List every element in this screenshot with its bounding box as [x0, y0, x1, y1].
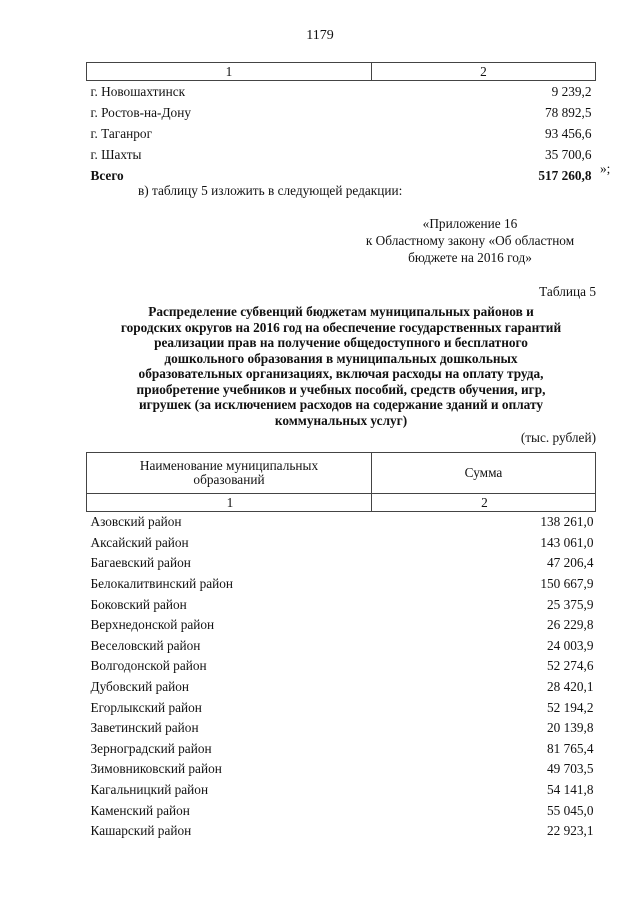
total-value: 517 260,8: [538, 167, 592, 183]
table-row: [87, 615, 596, 636]
row-name: Боковский район: [90, 596, 187, 612]
table-row: [87, 594, 596, 615]
row-value: 52 194,2: [546, 699, 594, 715]
table-row: [87, 739, 596, 760]
table-row: [87, 553, 596, 574]
row-value: 81 765,4: [546, 740, 594, 756]
header-line: Наименование муниципальных: [139, 458, 319, 473]
table-row: [87, 123, 596, 144]
row-value: 26 229,8: [546, 617, 594, 633]
table-row: [87, 102, 596, 123]
column-number: 1: [87, 494, 372, 512]
header-line: образований: [193, 472, 265, 487]
header-municipality: [87, 453, 372, 494]
heading-line: городских округов на 2016 год на обеспечение государственных гарантий: [120, 319, 562, 335]
units-label: (тыс. рублей): [520, 430, 596, 445]
table-row: [87, 759, 596, 780]
subventions-table: [86, 452, 596, 842]
table-row: [87, 697, 596, 718]
table-header-row: [87, 453, 596, 494]
table-row: [87, 718, 596, 739]
table-row: [87, 574, 596, 595]
row-name: г. Новошахтинск: [90, 83, 186, 99]
table-heading: [86, 304, 596, 428]
heading-line: Распределение субвенций бюджетам муниципальных районов и: [148, 304, 534, 319]
header-amount: Сумма: [372, 453, 596, 494]
appendix-line: «Приложение 16: [422, 216, 518, 231]
total-label: Всего: [90, 167, 124, 183]
table-row: [87, 144, 596, 165]
row-value: 138 261,0: [540, 514, 594, 530]
row-name: г. Ростов-на-Дону: [90, 104, 191, 120]
row-value: 9 239,2: [551, 83, 592, 99]
row-value: 35 700,6: [544, 146, 592, 162]
row-value: 49 703,5: [546, 761, 594, 777]
column-numbers-row: [87, 494, 596, 512]
row-name: Егорлыкский район: [90, 699, 202, 715]
intro-text: в) таблицу 5 изложить в следующей редакции:: [138, 183, 403, 198]
page-number: 1179: [306, 28, 334, 43]
table-row: [87, 512, 596, 533]
row-name: Аксайский район: [90, 534, 189, 550]
table-header-row: [87, 63, 596, 81]
row-name: Зимовниковский район: [90, 761, 222, 777]
row-name: Верхнедонской район: [90, 617, 215, 633]
row-value: 143 061,0: [540, 534, 594, 550]
table-row: [87, 677, 596, 698]
row-value: 20 139,8: [546, 720, 594, 736]
row-value: 93 456,6: [544, 125, 592, 141]
table-continuation: [86, 62, 596, 186]
heading-line: образовательных организациях, включая расходы на оплату труда,: [138, 366, 544, 381]
closing-quote-mark: »;: [600, 161, 611, 176]
column-number: 2: [372, 494, 596, 512]
row-name: Дубовский район: [90, 679, 190, 695]
row-value: 78 892,5: [544, 104, 592, 120]
appendix-reference: [345, 215, 595, 266]
heading-line: приобретение учебников и учебных пособий, средств обучения, игр,: [136, 381, 546, 397]
row-name: Заветинский район: [90, 720, 199, 736]
row-name: Каменский район: [90, 802, 190, 818]
row-name: Кагальницкий район: [90, 782, 209, 798]
column-number: 1: [87, 63, 372, 81]
row-name: Белокалитвинский район: [90, 576, 234, 592]
appendix-line: к Областному закону «Об областном: [365, 233, 575, 248]
row-name: Волгодонской район: [90, 658, 207, 674]
row-value: 54 141,8: [546, 782, 594, 798]
row-name: Кашарский район: [90, 823, 192, 839]
heading-line: игрушек (за исключением расходов на содержание зданий и оплату: [138, 397, 543, 412]
heading-line: реализации прав на получение общедоступного и бесплатного: [154, 335, 528, 350]
appendix-line: бюджете на 2016 год»: [408, 250, 532, 265]
heading-line: коммунальных услуг): [274, 412, 408, 428]
row-value: 52 274,6: [546, 658, 594, 674]
row-name: Азовский район: [90, 514, 182, 530]
table-row: [87, 533, 596, 554]
table-row: [87, 821, 596, 842]
row-value: 28 420,1: [546, 679, 594, 695]
row-value: 150 667,9: [540, 576, 594, 592]
row-name: Веселовский район: [90, 637, 201, 653]
row-value: 22 923,1: [546, 823, 594, 839]
table-row: [87, 636, 596, 657]
row-name: г. Таганрог: [90, 125, 153, 141]
table-row: [87, 81, 596, 103]
row-value: 47 206,4: [546, 555, 594, 571]
row-value: 55 045,0: [546, 802, 594, 818]
heading-line: дошкольного образования в муниципальных дошкольных: [164, 350, 518, 366]
table-row: [87, 780, 596, 801]
table-label: Таблица 5: [539, 284, 596, 299]
row-name: Зерноградский район: [90, 740, 212, 756]
row-name: Багаевский район: [90, 555, 191, 571]
table-row: [87, 656, 596, 677]
row-value: 24 003,9: [546, 637, 594, 653]
table-row: [87, 800, 596, 821]
row-name: г. Шахты: [90, 146, 142, 162]
column-number: 2: [372, 63, 596, 81]
row-value: 25 375,9: [546, 596, 594, 612]
